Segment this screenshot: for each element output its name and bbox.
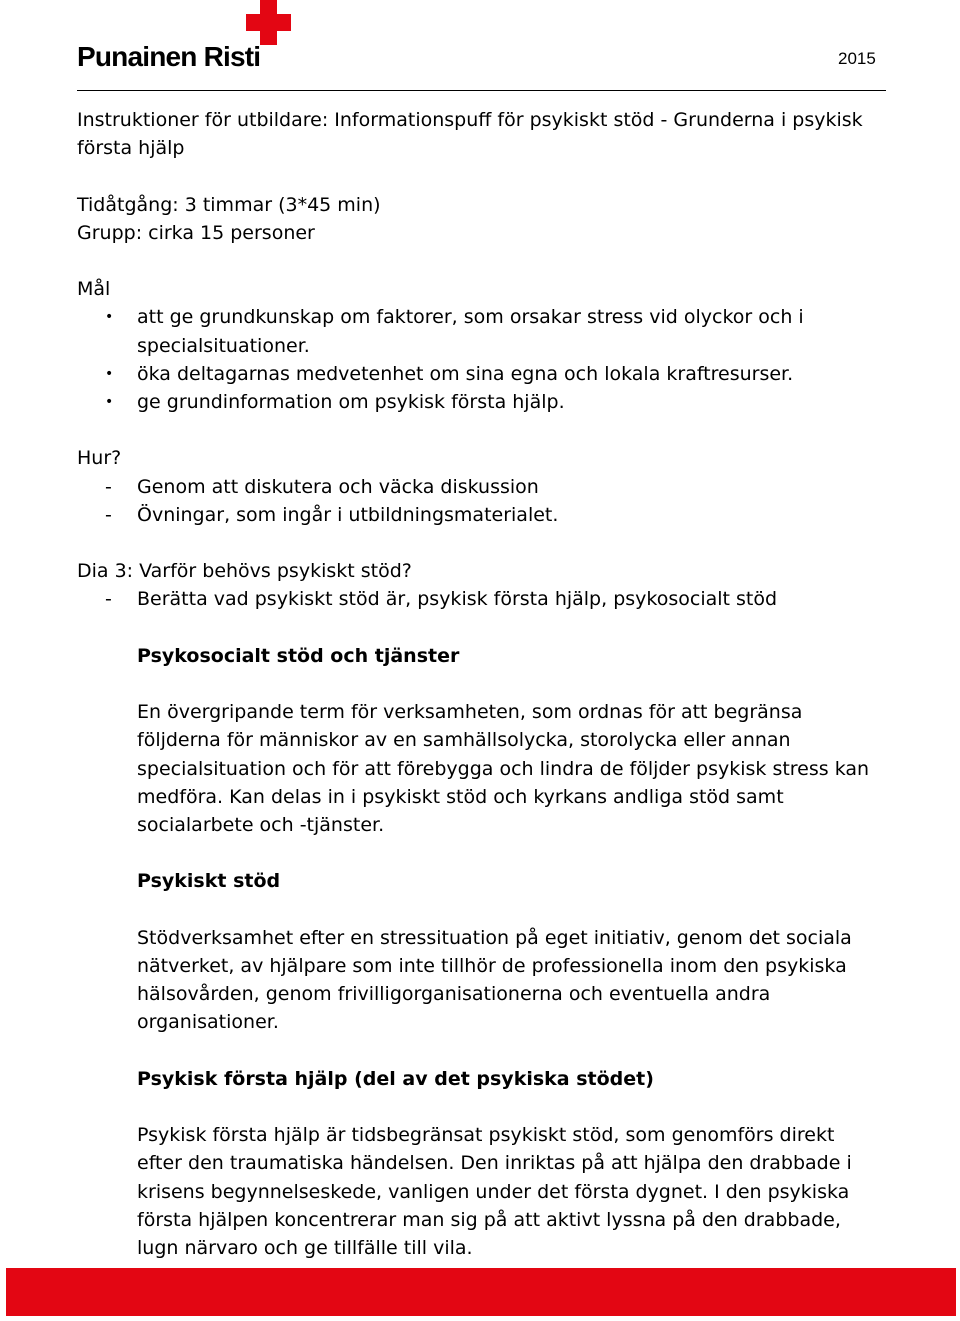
- section-body: En övergripande term för verksamheten, som ordnas för att begränsa följderna för människor av en samhällsolycka, storolycka eller annan specialsituation och för att förebygga och lindra de följder psykisk stress kan medföra. Kan delas in i psykiskt stöd och kyrkans andliga stöd samt socialarbete och -tjänster.: [137, 701, 870, 836]
- document-body: [77, 106, 877, 1262]
- section-heading: Psykosocialt stöd och tjänster: [137, 644, 460, 667]
- logo-text: Punainen Risti: [77, 41, 261, 72]
- list-item: • ge grundinformation om psykisk första hjälp.: [77, 388, 877, 416]
- duration-text: Tidåtgång: 3 timmar (3*45 min): [77, 193, 381, 216]
- document-year: 2015: [838, 49, 876, 68]
- page-header: [0, 0, 960, 92]
- group-text: Grupp: cirka 15 personer: [77, 221, 315, 244]
- section-heading: Psykiskt stöd: [137, 870, 281, 893]
- list-item: • öka deltagarnas medvetenhet om sina egna och lokala kraftresurser.: [77, 360, 877, 388]
- document-title: Instruktioner för utbildare: Informationspuff för psykiskt stöd - Grunderna i psykisk första hjälp: [77, 109, 863, 160]
- list-item: - Övningar, som ingår i utbildningsmaterialet.: [77, 501, 877, 529]
- list-item: • att ge grundkunskap om faktorer, som orsakar stress vid olyckor och i specialsituationer.: [77, 303, 877, 359]
- red-cross-icon: [246, 0, 291, 45]
- header-divider: [77, 90, 886, 91]
- section-body: Stödverksamhet efter en stressituation på eget initiativ, genom det sociala nätverket, av hjälpare som inte tillhör de professionella inom den psykiska hälsovården, genom frivilligorganisationerna och eventuella andra organisationer.: [137, 926, 852, 1034]
- footer-bar: [6, 1268, 956, 1316]
- slide-list: [77, 585, 877, 613]
- section-body: Psykisk första hjälp är tidsbegränsat psykiskt stöd, som genomförs direkt efter den traumatiska händelsen. Den inriktas på att hjälpa den drabbade i krisens begynnelseskede, vanligen under det första dygnet. I den psykiska första hjälpen koncentrerar man sig på att aktivt lyssna på den drabbade, lugn närvaro och ge tillfälle till vila.: [137, 1124, 852, 1259]
- goals-list: [77, 303, 877, 416]
- list-item: - Berätta vad psykiskt stöd är, psykisk första hjälp, psykosocialt stöd: [77, 585, 877, 613]
- slide-heading: Dia 3: Varför behövs psykiskt stöd?: [77, 560, 412, 583]
- list-item: - Genom att diskutera och väcka diskussion: [77, 473, 877, 501]
- how-heading: Hur?: [77, 447, 122, 470]
- section-heading: Psykisk första hjälp (del av det psykiska stödet): [137, 1067, 654, 1090]
- goals-heading: Mål: [77, 278, 111, 301]
- how-list: [77, 473, 877, 529]
